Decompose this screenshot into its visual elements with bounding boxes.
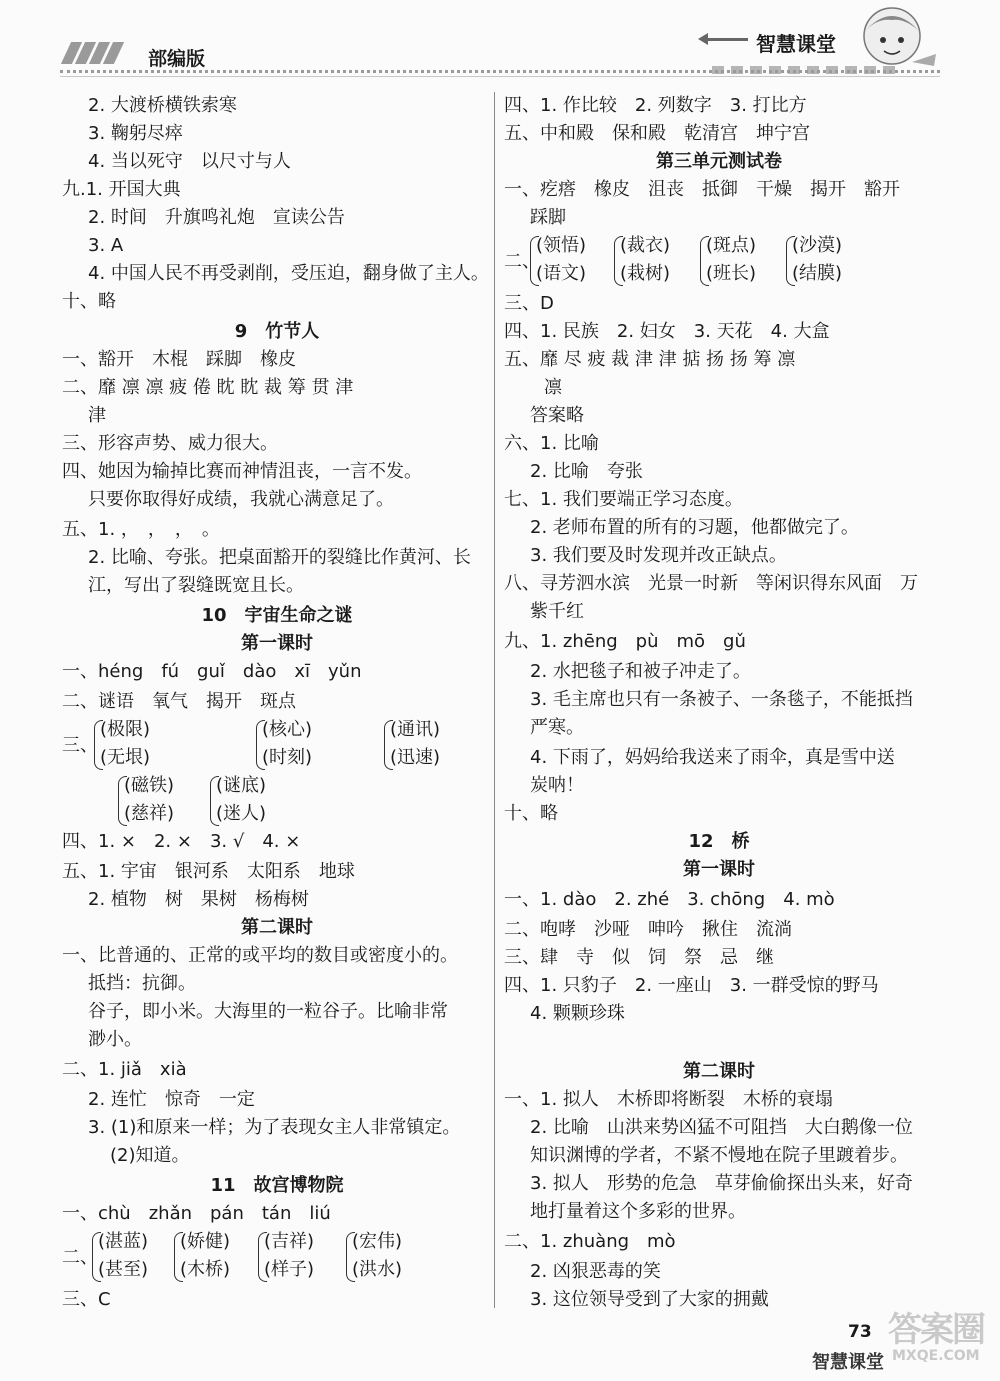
answer-line: 二、 [504, 251, 540, 272]
answer-line: 严寒。 [530, 717, 584, 738]
answer-line: 2. 比喻、夸张。把桌面豁开的裂缝比作黄河、长 [88, 547, 471, 568]
word-pair-item: (吉祥) [264, 1231, 315, 1252]
answer-line: 2. 比喻 夸张 [530, 461, 643, 482]
answer-line: 答案略 [530, 405, 584, 426]
word-pair-item: (慈祥) [124, 803, 175, 824]
word-pair-item: (磁铁) [124, 775, 175, 796]
answer-line: 2. 比喻 山洪来势凶猛不可阻挡 大白鹅像一位 [530, 1117, 913, 1138]
answer-line: 知识渊博的学者，不紧不慢地在院子里踱着步。 [530, 1145, 908, 1166]
word-pair-item: (迅速) [390, 747, 441, 768]
section-heading: 第三单元测试卷 [656, 151, 782, 172]
answer-line: 五、靡 尽 疲 裁 津 津 掂 扬 扬 筹 凛 [504, 349, 796, 370]
word-pair-item: (斑点) [706, 235, 757, 256]
answer-line: 一、chù zhǎn pán tán liú [62, 1203, 331, 1224]
word-pair-item: (通讯) [390, 719, 441, 740]
answer-line: 四、1. × 2. × 3. √ 4. × [62, 831, 301, 852]
answer-line: 一、豁开 木棍 踩脚 橡皮 [62, 349, 296, 370]
answer-line: 4. 颗颗珍珠 [530, 1003, 625, 1024]
answer-line: 2. 连忙 惊奇 一定 [88, 1089, 255, 1110]
answer-line: 四、1. 只豹子 2. 一座山 3. 一群受惊的野马 [504, 975, 879, 996]
section-heading: 9 竹节人 [234, 321, 320, 342]
answer-line: 4. 中国人民不再受剥削，受压迫，翻身做了主人。 [88, 263, 489, 284]
answer-line: 三、肆 寺 似 饲 祭 忌 继 [504, 947, 774, 968]
answer-line: 谷子，即小米。大海里的一粒谷子。比喻非常 [88, 1001, 448, 1022]
section-heading: 10 宇宙生命之谜 [201, 605, 353, 626]
word-pair-item: (沙漠) [792, 235, 843, 256]
answer-line: 五、1. ， ， ， 。 [62, 519, 220, 540]
word-pair-item: (无垠) [100, 747, 151, 768]
answer-line: 2. 植物 树 果树 杨梅树 [88, 889, 309, 910]
word-pair-item: (极限) [100, 719, 151, 740]
word-pair-item: (洪水) [352, 1259, 403, 1280]
brand-title: 智慧课堂 [756, 32, 836, 56]
answer-line: 2. 凶狠恶毒的笑 [530, 1261, 661, 1282]
word-pair-item: (娇健) [180, 1231, 231, 1252]
answer-line: 4. 当以死守 以尺寸与人 [88, 151, 291, 172]
word-pair-item: (领悟) [536, 235, 587, 256]
header-rule-dotted [60, 70, 940, 73]
answer-line: 一、1. 拟人 木桥即将断裂 木桥的衰塌 [504, 1089, 833, 1110]
watermark-text: 答案圈 [888, 1310, 984, 1350]
word-pair-item: (木桥) [180, 1259, 231, 1280]
answer-line: 3. 这位领导受到了大家的拥戴 [530, 1289, 769, 1310]
word-pair-item: (栽树) [620, 263, 671, 284]
answer-line: 二、 [62, 1247, 98, 1268]
answer-line: 只要你取得好成绩，我就心满意足了。 [88, 489, 394, 510]
mascot-icon [852, 4, 938, 74]
header-rule [60, 76, 940, 77]
answer-line: 一、比普通的、正常的或平均的数目或密度小的。 [62, 945, 458, 966]
watermark-site: MXQE.COM [892, 1348, 980, 1364]
footer-brand: 智慧课堂 [812, 1352, 884, 1373]
answer-line: 五、1. 宇宙 银河系 太阳系 地球 [62, 861, 355, 882]
answer-line: 一、疙瘩 橡皮 沮丧 抵御 干燥 揭开 豁开 [504, 179, 900, 200]
answer-line: 2. 时间 升旗鸣礼炮 宣读公告 [88, 207, 345, 228]
answer-line: 津 [88, 405, 106, 426]
answer-line: 踩脚 [530, 207, 566, 228]
column-divider [494, 92, 495, 1308]
answer-line: (2)知道。 [110, 1145, 190, 1166]
word-pair-item: (裁衣) [620, 235, 671, 256]
section-heading: 12 桥 [688, 831, 750, 852]
answer-line: 3. 拟人 形势的危急 草芽偷偷探出头来，好奇 [530, 1173, 913, 1194]
answer-line: 三、D [504, 293, 554, 314]
answer-line: 2. 老师布置的所有的习题，他都做完了。 [530, 517, 859, 538]
answer-line: 3. 我们要及时发现并改正缺点。 [530, 545, 787, 566]
answer-line: 地打量着这个多彩的世界。 [530, 1201, 746, 1222]
watermark-logo [888, 1302, 984, 1368]
answer-line: 抵挡：抗御。 [88, 973, 196, 994]
answer-line: 3. 毛主席也只有一条被子、一条毯子，不能抵挡 [530, 689, 913, 710]
answer-line: 十、略 [504, 803, 558, 824]
answer-line: 六、1. 比喻 [504, 433, 599, 454]
section-heading: 11 故宫博物院 [210, 1175, 344, 1196]
answer-line: 2. 大渡桥横铁索寒 [88, 95, 237, 116]
answer-line: 4. 下雨了，妈妈给我送来了雨伞，真是雪中送 [530, 747, 895, 768]
answer-line: 二、靡 凛 凛 疲 倦 眈 眈 裁 筹 贯 津 [62, 377, 354, 398]
answer-line: 紫千红 [530, 601, 584, 622]
answer-line: 二、谜语 氧气 揭开 斑点 [62, 691, 296, 712]
answer-line: 十、略 [62, 291, 116, 312]
word-pair-item: (迷人) [216, 803, 267, 824]
answer-line: 二、咆哮 沙哑 呻吟 揪住 流淌 [504, 919, 792, 940]
word-pair-item: (宏伟) [352, 1231, 403, 1252]
answer-line: 四、1. 作比较 2. 列数字 3. 打比方 [504, 95, 807, 116]
section-heading: 第一课时 [683, 859, 755, 880]
header-stripes-icon [66, 42, 122, 69]
answer-line: 四、1. 民族 2. 妇女 3. 天花 4. 大盒 [504, 321, 830, 342]
answer-line: 二、1. jiǎ xià [62, 1059, 187, 1080]
answer-line: 一、1. dào 2. zhé 3. chōng 4. mò [504, 889, 835, 910]
arrow-icon [706, 38, 748, 41]
section-heading: 第二课时 [683, 1061, 755, 1082]
answer-line: 3. (1)和原来一样；为了表现女主人非常镇定。 [88, 1117, 461, 1138]
word-pair-item: (样子) [264, 1259, 315, 1280]
section-heading: 第一课时 [241, 633, 313, 654]
word-pair-item: (语文) [536, 263, 587, 284]
word-pair-item: (湛蓝) [98, 1231, 149, 1252]
answer-line: 七、1. 我们要端正学习态度。 [504, 489, 743, 510]
section-heading: 第二课时 [241, 917, 313, 938]
page-header [0, 0, 1000, 90]
answer-line: 江，写出了裂缝既宽且长。 [88, 575, 304, 596]
answer-line: 九、1. zhēng pù mō gǔ [504, 631, 746, 652]
word-pair-item: (谜底) [216, 775, 267, 796]
answer-line: 2. 水把毯子和被子冲走了。 [530, 661, 751, 682]
word-pair-item: (甚至) [98, 1259, 149, 1280]
answer-line: 3. 鞠躬尽瘁 [88, 123, 183, 144]
answer-line: 三、C [62, 1289, 111, 1310]
answer-line: 五、中和殿 保和殿 乾清宫 坤宁宫 [504, 123, 810, 144]
edition-label: 部编版 [148, 48, 206, 70]
answer-line: 一、héng fú guǐ dào xī yǔn [62, 661, 362, 682]
word-pair-item: (班长) [706, 263, 757, 284]
answer-line: 凛 [544, 377, 562, 398]
answer-line: 二、1. zhuàng mò [504, 1231, 676, 1252]
answer-line: 四、她因为输掉比赛而神情沮丧，一言不发。 [62, 461, 422, 482]
answer-line: 八、寻芳泗水滨 光景一时新 等闲识得东风面 万 [504, 573, 918, 594]
answer-line: 三、形容声势、威力很大。 [62, 433, 278, 454]
word-pair-item: (结膜) [792, 263, 843, 284]
answer-line: 炭呐！ [530, 775, 584, 796]
answer-line: 九.1. 开国大典 [62, 179, 181, 200]
word-pair-item: (时刻) [262, 747, 313, 768]
page-number: 73 [848, 1322, 872, 1342]
word-pair-item: (核心) [262, 719, 313, 740]
answer-line: 三、 [62, 735, 98, 756]
answer-line: 3. A [88, 235, 124, 256]
answer-line: 渺小。 [88, 1029, 142, 1050]
